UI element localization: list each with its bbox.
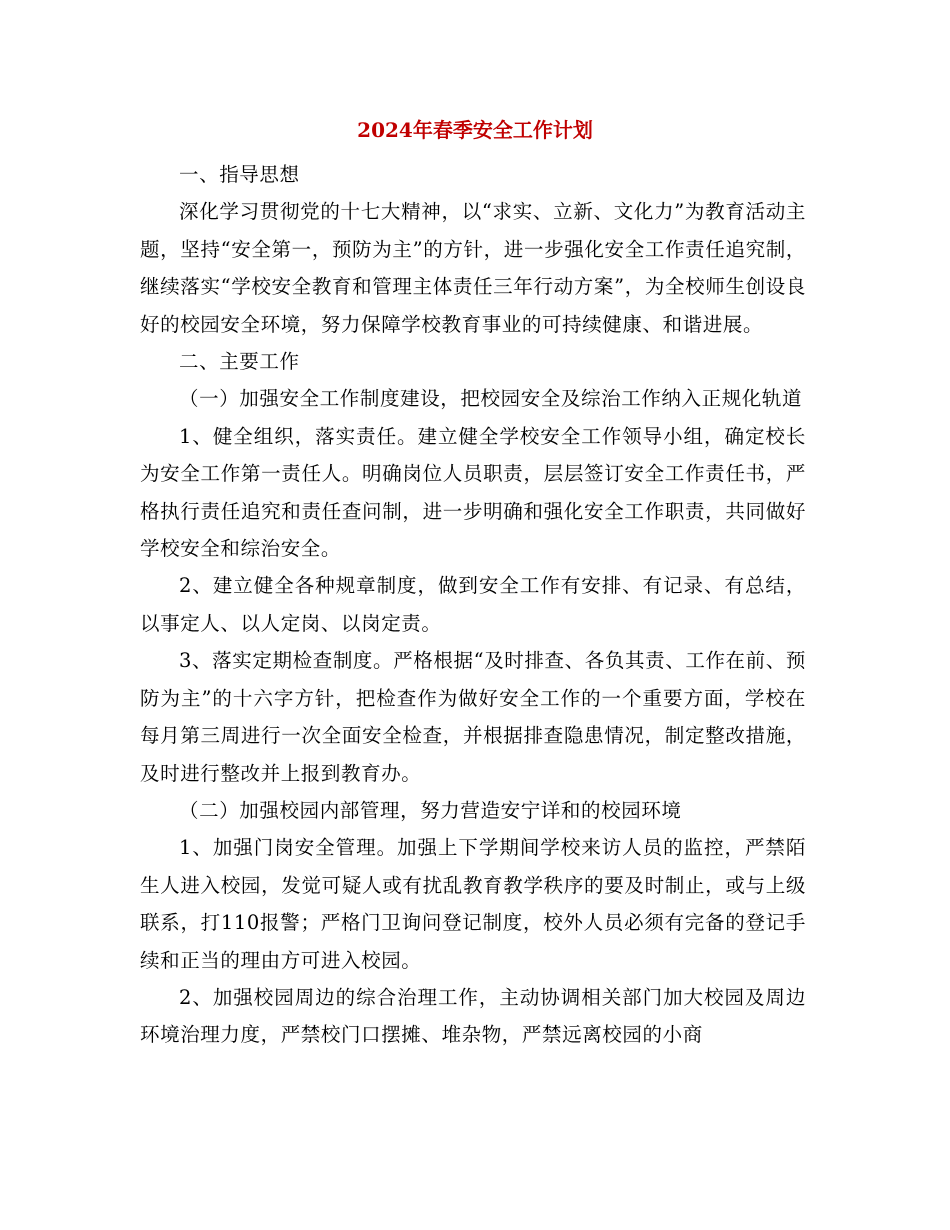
paragraph: 3、落实定期检查制度。严格根据“及时排查、各负其责、工作在前、预防为主”的十六字方针，把检查作为做好安全工作的一个重要方面，学校在每月第三周进行一次全面安全检查，并根据排查隐患情况，制定整改措施，及时进行整改并上报到教育办。: [140, 649, 806, 785]
paragraph: 1、健全组织，落实责任。建立健全学校安全工作领导小组，确定校长为安全工作第一责任人。明确岗位人员职责，层层签订安全工作责任书，严格执行责任追究和责任查问制，进一步明确和强化安全工作职责，共同做好学校安全和综治安全。: [140, 424, 806, 561]
document-title: 2024年春季安全工作计划: [357, 118, 593, 142]
section-heading-main-work: 二、主要工作: [179, 350, 300, 374]
subsection-heading: （一）加强安全工作制度建设，把校园安全及综治工作纳入正规化轨道: [179, 387, 803, 411]
subsection-heading: （二）加强校园内部管理，努力营造安宁详和的校园环境: [179, 798, 682, 822]
paragraph: 2、建立健全各种规章制度，做到安全工作有安排、有记录、有总结，以事定人、以人定岗、以岗定责。: [140, 574, 806, 635]
paragraph: 2、加强校园周边的综合治理工作，主动协调相关部门加大校园及周边环境治理力度，严禁校门口摆摊、堆杂物，严禁远离校园的小商: [140, 985, 806, 1047]
paragraph: 深化学习贯彻党的十七大精神，以“求实、立新、文化力”为教育活动主题，坚持“安全第一，预防为主”的方针，进一步强化安全工作责任追究制，继续落实“学校安全教育和管理主体责任三年行动方案”，为全校师生创设良好的校园安全环境，努力保障学校教育事业的可持续健康、和谐进展。: [140, 200, 806, 336]
section-heading-guiding-ideology: 一、指导思想: [179, 163, 300, 186]
paragraph: 1、加强门岗安全管理。加强上下学期间学校来访人员的监控，严禁陌生人进入校园，发觉可疑人或有扰乱教育教学秩序的要及时制止，或与上级联系，打110报警；严格门卫询问登记制度，校外人员必须有完备的登记手续和正当的理由方可进入校园。: [140, 836, 806, 972]
document-body: [140, 156, 806, 1054]
